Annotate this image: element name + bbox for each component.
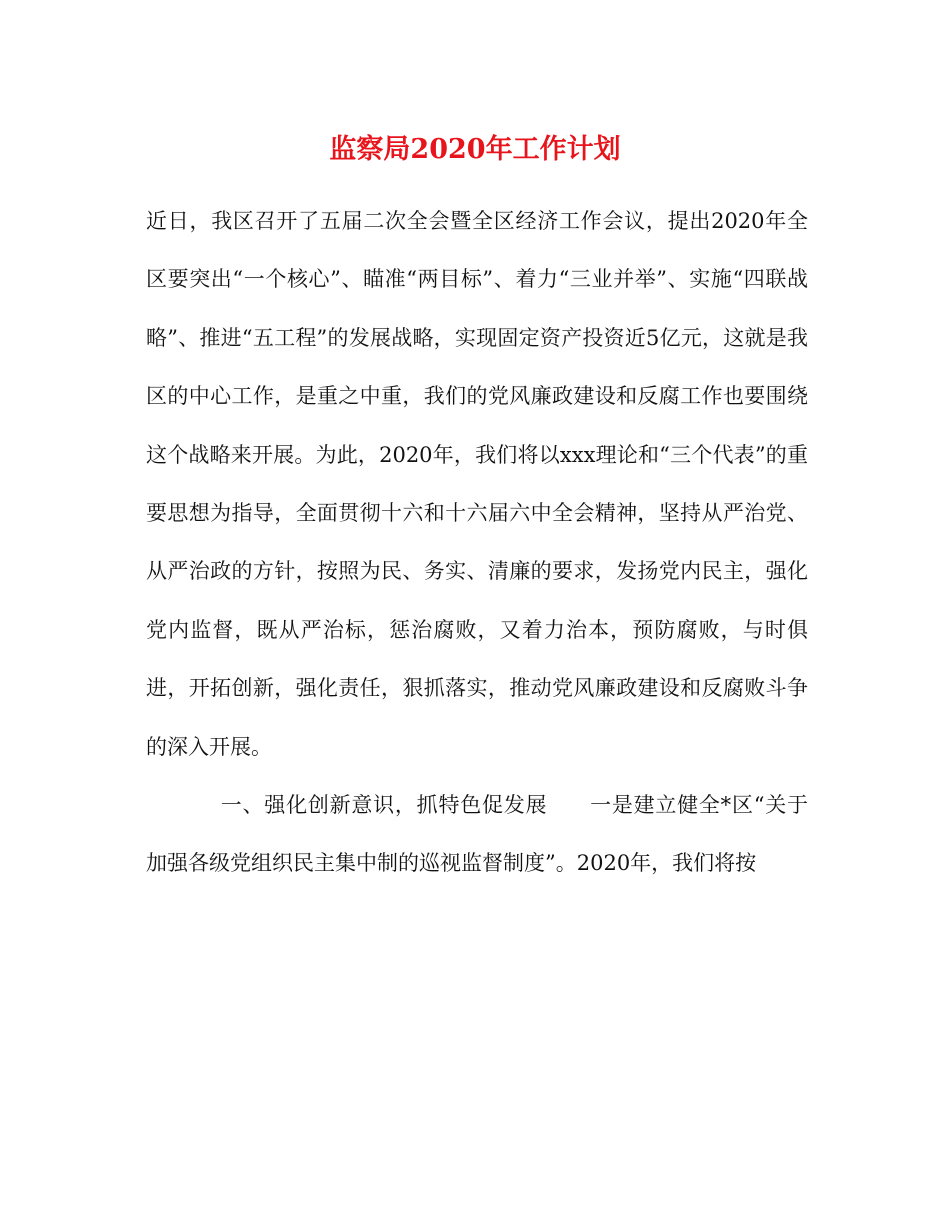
paragraph-intro: 近日，我区召开了五届二次全会暨全区经济工作会议，提出2020年全区要突出“一个核心”、瞄准“两目标”、着力“三业并举”、实施“四联战略”、推进“五工程”的发展战略，实现固定资产投资近5亿元，这就是我区的中心工作，是重之中重，我们的党风廉政建设和反腐工作也要围绕这个战略来开展。为此，2020年，我们将以xxx理论和“三个代表”的重要思想为指导，全面贯彻十六和十六届六中全会精神，坚持从严治党、从严治政的方针，按照为民、务实、清廉的要求，发扬党内民主，强化党内监督，既从严治标，惩治腐败，又着力治本，预防腐败，与时俱进，开拓创新，强化责任，狠抓落实，推动党风廉政建设和反腐败斗争的深入开展。: [146, 209, 808, 759]
page-title: 监察局2020年工作计划: [329, 134, 621, 165]
document-body: [146, 192, 808, 893]
paragraph-section-one: [146, 776, 808, 893]
section-text: 一是建立健全*区“关于加强各级党组织民主集中制的巡视监督制度”。2020年，我们将按: [146, 793, 808, 876]
section-heading: 一、强化创新意识，抓特色促发展: [220, 793, 548, 818]
